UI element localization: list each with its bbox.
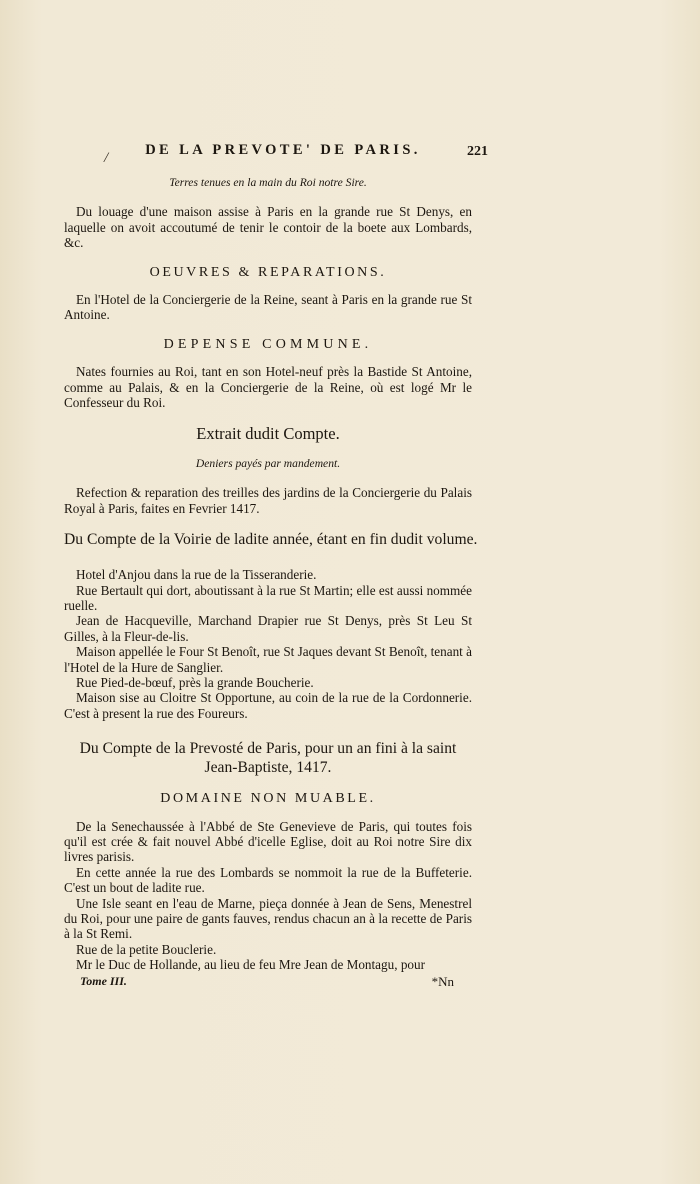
terres-subtitle: Terres tenues en la main du Roi notre Sire. (169, 176, 367, 189)
volume-label: Tome III. (80, 973, 127, 988)
prevoste-heading: Du Compte de la Prevosté de Paris, pour un an fini à la saint Jean-Baptiste, 1417. (79, 740, 457, 777)
signature-mark: *Nn (431, 973, 454, 989)
deniers-paragraph: Refection & reparation des treilles des jardins de la Conciergerie du Palais Royal à Paris, faites en Fevrier 1417. (64, 485, 472, 516)
list-item: De la Senechaussée à l'Abbé de Ste Genevieve de Paris, qui toutes fois qu'il est crée & fait nouvel Abbé d'icelle Eglise, doit au Roi notre Sire dix livres parisis. (64, 818, 472, 865)
page-text-block (64, 142, 488, 990)
page-number: 221 (467, 144, 488, 159)
list-item: Rue Pied-de-bœuf, près la grande Boucherie. (76, 674, 314, 690)
list-item: Rue Bertault qui dort, aboutissant à la rue St Martin; elle est aussi nommée ruelle. (64, 582, 472, 613)
pencil-mark: / (104, 150, 109, 166)
deniers-subtitle: Deniers payés par mandement. (195, 456, 341, 470)
depense-paragraph: Nates fournies au Roi, tant en son Hotel-neuf près la Bastide St Antoine, comme au Palais, & en la Conciergerie de la Reine, où est logé Mr le Confesseur du Roi. (64, 364, 472, 411)
terres-paragraph: Du louage d'une maison assise à Paris en la grande rue St Denys, en laquelle on avoit accoutumé de tenir le contoir de la boete aux Lombards, &c. (64, 204, 472, 251)
voirie-heading: Du Compte de la Voirie de ladite année, étant en fin dudit volume. (64, 531, 478, 549)
page-footer (64, 974, 472, 990)
extrait-heading: Extrait dudit Compte. (196, 424, 340, 444)
oeuvres-paragraph: En l'Hotel de la Conciergerie de la Reine, seant à Paris en la grande rue St Antoine. (64, 292, 472, 323)
list-item: Maison appellée le Four St Benoît, rue St Jaques devant St Benoît, tenant à l'Hotel de la Hure de Sanglier. (64, 644, 472, 675)
list-item: Rue de la petite Bouclerie. (76, 941, 217, 957)
domaine-entries (64, 819, 472, 973)
list-item: Jean de Hacqueville, Marchand Drapier rue St Denys, près St Leu St Gilles, à la Fleur-de-lis. (64, 613, 472, 644)
list-item: Maison sise au Cloitre St Opportune, au coin de la rue de la Cordonnerie. C'est à present la rue des Foureurs. (64, 690, 472, 721)
list-item: Hotel d'Anjou dans la rue de la Tisseranderie. (76, 567, 317, 583)
domaine-heading: DOMAINE NON MUABLE. (160, 791, 376, 807)
running-head (64, 142, 488, 166)
voirie-entries (64, 567, 472, 721)
depense-heading: DEPENSE COMMUNE. (163, 336, 373, 352)
list-item: En cette année la rue des Lombards se nommoit la rue de la Buffeterie. C'est un bout de ladite rue. (64, 864, 472, 896)
list-item: Mr le Duc de Hollande, au lieu de feu Mre Jean de Montagu, pour (76, 957, 425, 973)
oeuvres-heading: OEUVRES & REPARATIONS. (149, 264, 387, 280)
list-item: Une Isle seant en l'eau de Marne, pieça donnée à Jean de Sens, Menestrel du Roi, pour une paire de gants fauves, rendus chacun an à la recette de Paris à la St Remi. (64, 895, 472, 942)
page-title: DE LA PREVOTE' DE PARIS. (145, 142, 421, 158)
